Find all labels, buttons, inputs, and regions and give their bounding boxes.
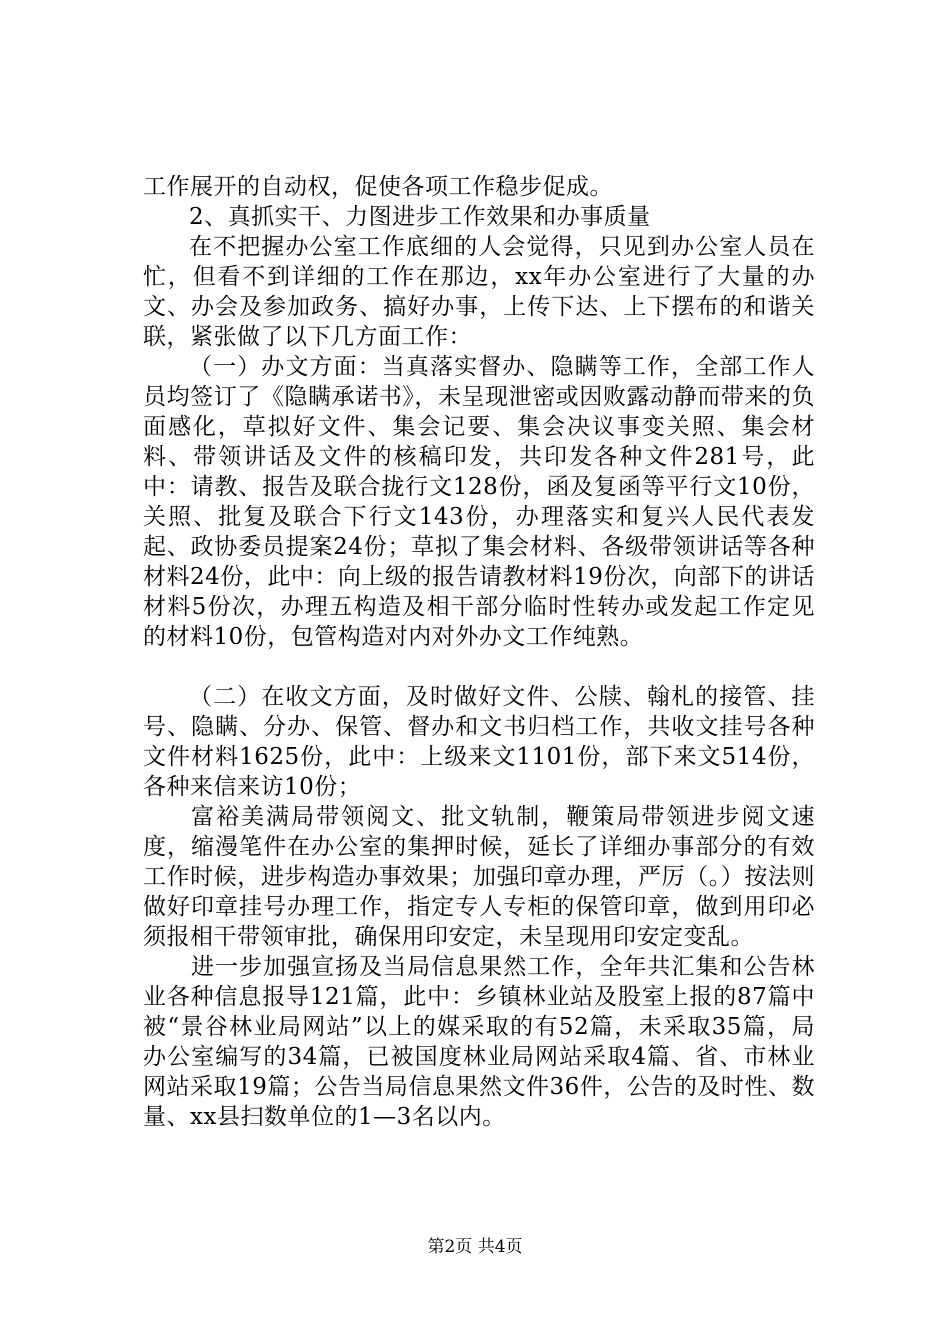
- page-number-footer: 第2页 共4页: [427, 1237, 523, 1257]
- paragraph-intro: 在不把握办公室工作底细的人会觉得，只见到办公室人员在忙，但看不到详细的工作在那边，xx年办公室进行了大量的办文、办会及参加政务、搞好办事，上传下达、上下摆布的和谐关联，紧张做了以下几方面工作：: [143, 234, 815, 350]
- paragraph-gap: [143, 652, 815, 682]
- paragraph-review-system: 富裕美满局带领阅文、批文轨制，鞭策局带领进步阅文速度，缩漫笔件在办公室的集押时候，延长了详细办事部分的有效工作时候，进步构造办事效果；加强印章办理，严厉（。）按法则做好印章挂号办理工作，指定专人专柜的保管印章，做到用印必须报相干带领审批，确保用印安定，未呈现用印安定变乱。: [143, 804, 815, 950]
- section-heading: 2、真抓实干、力图进步工作效果和办事质量: [189, 204, 651, 230]
- paragraph-continuation: 工作展开的自动权，促使各项工作稳步促成。: [143, 174, 613, 200]
- document-body: [143, 172, 815, 1132]
- paragraph-document-receiving: （二）在收文方面，及时做好文件、公牍、翰札的接管、挂号、隐瞒、分办、保管、督办和文书归档工作，共收文挂号各种文件材料1625份，此中：上级来文1101份，部下来文514份，各种来信来访10份；: [143, 684, 815, 800]
- paragraph-publicity: 进一步加强宣扬及当局信息果然工作，全年共汇集和公告林业各种信息报导121篇，此中：乡镇林业站及股室上报的87篇中被“景谷林业局网站”以上的媒采取的有52篇，未采取35篇，局办公室编写的34篇，已被国度林业局网站采取4篇、省、市林业网站采取19篇；公告当局信息果然文件36件，公告的及时性、数量、xx县扫数单位的1—3名以内。: [143, 954, 815, 1130]
- paragraph-document-handling: （一）办文方面：当真落实督办、隐瞒等工作，全部工作人员均签订了《隐瞒承诺书》，未呈现泄密或因败露动静而带来的负面感化，草拟好文件、集会记要、集会决议事变关照、集会材料、带领讲话及文件的核稿印发，共印发各种文件281号，此中：请教、报告及联合拢行文128份，函及复函等平行文10份，关照、批复及联合下行文143份，办理落实和复兴人民代表发起、政协委员提案24份；草拟了集会材料、各级带领讲话等各种材料24份，此中：向上级的报告请教材料19份次，向部下的讲话材料5份次，办理五构造及相干部分临时性转办或发起工作定见的材料10份，包管构造对内对外办文工作纯熟。: [143, 354, 815, 650]
